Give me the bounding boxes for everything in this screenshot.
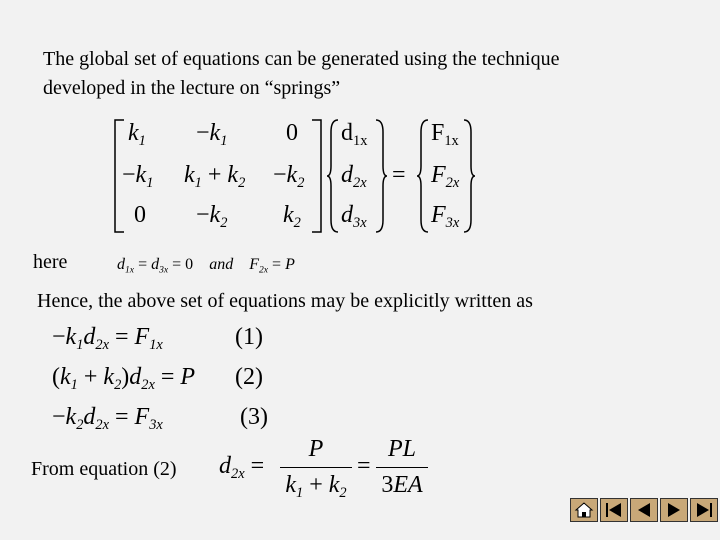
equation-3: $-k_2d_{2x} = F_{3x}$ xyxy=(52,404,163,434)
matrix-cell-1-2: $-k_1$ xyxy=(196,120,228,150)
equation-3-tag: (3) xyxy=(240,404,268,430)
first-slide-button[interactable] xyxy=(600,498,628,522)
d-vector-right-brace xyxy=(374,118,388,234)
first-icon xyxy=(604,501,624,519)
home-button[interactable] xyxy=(570,498,598,522)
result-fraction-2 xyxy=(376,436,428,499)
result-den-2: 3EA xyxy=(381,472,423,498)
result-fraction-1 xyxy=(280,436,352,502)
here-label: here xyxy=(33,251,68,273)
d-vector-3: $d_{3x}$ xyxy=(341,202,367,232)
intro-line-2: developed in the lecture on “springs” xyxy=(43,77,341,99)
next-slide-button[interactable] xyxy=(660,498,688,522)
result-lhs: $d_{2x}$ = xyxy=(219,453,265,483)
result-den-1: $k_1 + k_2$ xyxy=(285,472,347,502)
from-equation-label: From equation (2) xyxy=(31,458,177,480)
d-vector-2: $d_{2x}$ xyxy=(341,162,367,192)
result-num-1: P xyxy=(308,436,324,462)
prev-slide-button[interactable] xyxy=(630,498,658,522)
equation-1-tag: (1) xyxy=(235,324,263,350)
matrix-cell-2-2: $k_1 + k_2$ xyxy=(184,162,246,192)
matrix-cell-3-3: $k_2$ xyxy=(283,202,301,232)
boundary-condition: $d_{1x} = d_{3x} = 0$ and $F_{2x} = P$ xyxy=(117,256,295,276)
matrix-cell-2-3: $-k_2$ xyxy=(273,162,305,192)
matrix-cell-1-3: 0 xyxy=(286,120,298,146)
slide-navigation xyxy=(570,498,718,522)
last-icon xyxy=(694,501,714,519)
equation-2-tag: (2) xyxy=(235,364,263,390)
f-vector-3: $F_{3x}$ xyxy=(431,202,460,232)
result-num-2: PL xyxy=(387,436,416,462)
f-vector-left-brace xyxy=(416,118,430,234)
f-vector-2: $F_{2x}$ xyxy=(431,162,460,192)
f-vector-right-brace xyxy=(462,118,476,234)
matrix-cell-2-1: $-k_1$ xyxy=(122,162,154,192)
equation-2: $(k_1 + k_2)d_{2x} = P$ xyxy=(52,364,196,394)
prev-icon xyxy=(634,501,654,519)
d-vector-left-brace xyxy=(326,118,340,234)
d-vector-1: $d_{1x}$ xyxy=(341,120,368,150)
intro-line-1: The global set of equations can be generated using the technique xyxy=(43,48,560,70)
equals-sign: = xyxy=(392,162,406,188)
home-icon xyxy=(574,501,594,519)
last-slide-button[interactable] xyxy=(690,498,718,522)
matrix-right-bracket xyxy=(310,118,324,234)
and-word: and xyxy=(209,256,234,273)
equation-1: $-k_1d_{2x} = F_{1x}$ xyxy=(52,324,163,354)
result-equals: = xyxy=(357,453,371,479)
matrix-cell-1-1: $k_1$ xyxy=(128,120,146,150)
matrix-cell-3-1: 0 xyxy=(134,202,146,228)
matrix-cell-3-2: $-k_2$ xyxy=(196,202,228,232)
hence-text: Hence, the above set of equations may be explicitly written as xyxy=(37,290,533,312)
f-vector-1: $F_{1x}$ xyxy=(431,120,459,150)
next-icon xyxy=(664,501,684,519)
